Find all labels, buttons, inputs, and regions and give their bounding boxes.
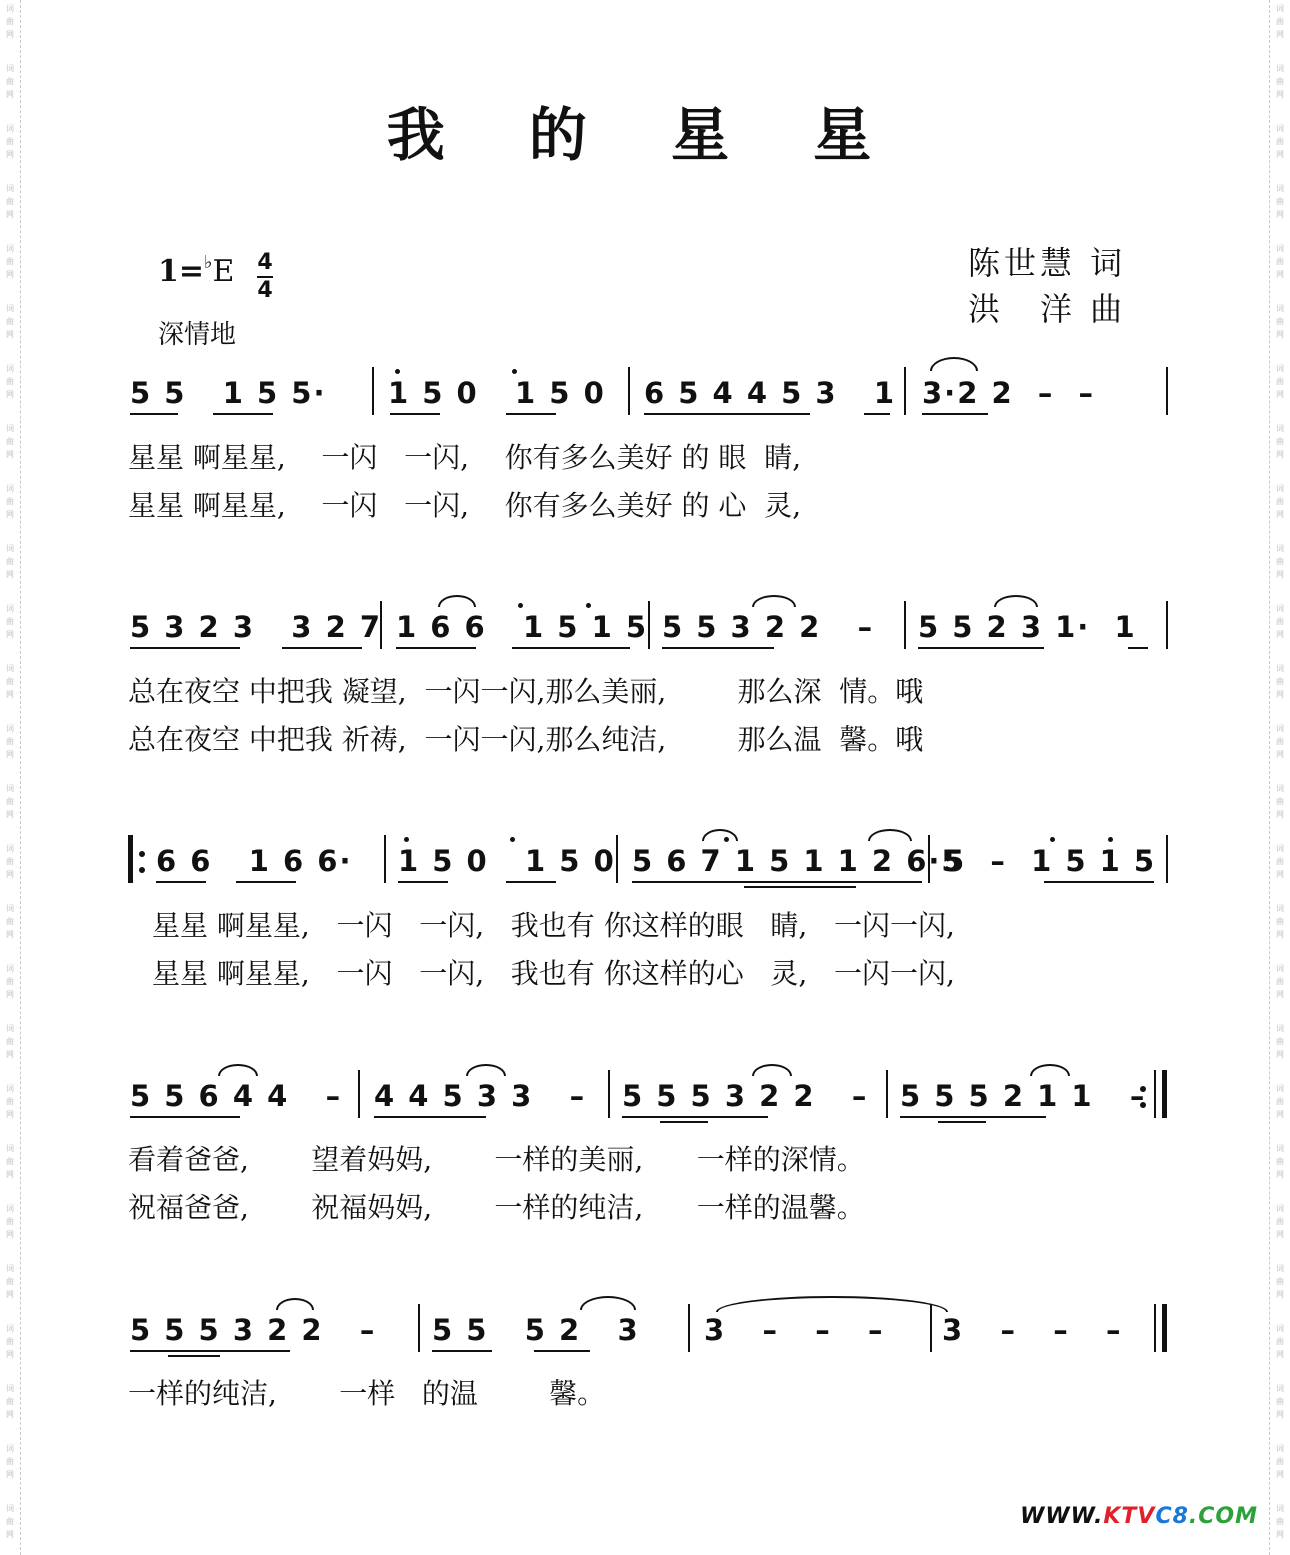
measure: 6 5 4 4 5 3 1 xyxy=(644,376,897,410)
measure: 5 3 2 3 3 2 7 xyxy=(130,610,383,644)
side-watermark-glyph: 网 xyxy=(1276,750,1284,759)
side-watermark-glyph: 网 xyxy=(1276,270,1284,279)
side-watermark-glyph: 曲 xyxy=(1276,137,1284,146)
side-watermark-glyph: 词 xyxy=(6,784,14,793)
side-watermark-glyph: 网 xyxy=(1276,90,1284,99)
measure: 5 6 7 1 5 1 1 2 6·5 xyxy=(632,844,964,878)
side-watermark-glyph: 曲 xyxy=(1276,77,1284,86)
side-watermark-glyph: 曲 xyxy=(6,1397,14,1406)
lyric-line-4a: 看着爸爸, 望着妈妈, 一样的美丽, 一样的深情。 xyxy=(128,1143,865,1176)
side-watermark-glyph: 网 xyxy=(1276,630,1284,639)
side-watermark-glyph: 词 xyxy=(1276,1204,1284,1213)
side-watermark-glyph: 曲 xyxy=(6,317,14,326)
side-watermark-glyph: 词 xyxy=(1276,424,1284,433)
lyric-line-3b: 星星 啊星星, 一闪 一闪, 我也有 你这样的心 灵, 一闪一闪, xyxy=(152,957,955,990)
side-watermark-glyph: 网 xyxy=(1276,1110,1284,1119)
side-watermark-glyph: 词 xyxy=(6,1444,14,1453)
side-watermark-glyph: 网 xyxy=(6,510,14,519)
side-watermark-glyph: 网 xyxy=(6,30,14,39)
side-watermark-glyph: 网 xyxy=(1276,1410,1284,1419)
measure: 3·2 2 – – xyxy=(922,376,1096,410)
side-watermark-glyph: 网 xyxy=(6,270,14,279)
side-watermark-glyph: 曲 xyxy=(1276,1217,1284,1226)
side-watermark-glyph: 词 xyxy=(1276,304,1284,313)
side-watermark-glyph: 网 xyxy=(1276,150,1284,159)
side-watermark-glyph: 曲 xyxy=(1276,797,1284,806)
side-watermark-glyph: 词 xyxy=(1276,1324,1284,1333)
lyricist-credit: 陈世慧 词 xyxy=(968,244,1127,282)
side-watermark-glyph: 曲 xyxy=(1276,557,1284,566)
side-watermark-glyph: 网 xyxy=(6,750,14,759)
side-watermark-glyph: 词 xyxy=(1276,4,1284,13)
side-watermark-glyph: 网 xyxy=(1276,870,1284,879)
side-watermark-glyph: 曲 xyxy=(1276,1097,1284,1106)
side-watermark-glyph: 词 xyxy=(6,844,14,853)
side-watermark-glyph: 词 xyxy=(6,64,14,73)
side-watermark-glyph: 词 xyxy=(1276,364,1284,373)
measure: 3 – – – xyxy=(942,1313,1123,1347)
measure: 5 5 5 3 2 2 – xyxy=(130,1313,377,1347)
measure: 5 5 6 4 4 – xyxy=(130,1079,343,1113)
side-watermark-glyph: 曲 xyxy=(6,737,14,746)
side-watermark-glyph: 曲 xyxy=(1276,17,1284,26)
lyric-line-5a: 一样的纯洁, 一样 的温 馨。 xyxy=(128,1377,606,1410)
side-watermark-glyph: 词 xyxy=(6,1504,14,1513)
score-line-1 xyxy=(0,373,1290,417)
side-watermark-glyph: 词 xyxy=(1276,1444,1284,1453)
side-watermark-glyph: 曲 xyxy=(6,557,14,566)
measure: 5 5 5 2 1 1 – xyxy=(900,1079,1147,1113)
side-watermark-glyph: 网 xyxy=(6,990,14,999)
side-watermark-glyph: 词 xyxy=(1276,1504,1284,1513)
side-watermark-glyph: 词 xyxy=(6,1324,14,1333)
side-watermark-glyph: 曲 xyxy=(1276,617,1284,626)
side-watermark-glyph: 网 xyxy=(6,330,14,339)
side-watermark-glyph: 词 xyxy=(6,1264,14,1273)
side-watermark-glyph: 网 xyxy=(6,570,14,579)
measure: 3 – – – xyxy=(704,1313,885,1347)
side-watermark-glyph: 曲 xyxy=(6,977,14,986)
side-watermark-glyph: 词 xyxy=(1276,484,1284,493)
side-watermark-glyph: 网 xyxy=(6,1470,14,1479)
composer-credit: 洪 洋 曲 xyxy=(968,290,1127,328)
side-watermark-glyph: 曲 xyxy=(1276,857,1284,866)
side-watermark-glyph: 曲 xyxy=(1276,497,1284,506)
side-watermark-glyph: 网 xyxy=(1276,810,1284,819)
score-line-5 xyxy=(0,1310,1290,1354)
side-watermark-glyph: 曲 xyxy=(6,257,14,266)
side-watermark-glyph: 曲 xyxy=(6,917,14,926)
side-watermark-glyph: 曲 xyxy=(6,617,14,626)
side-watermark-glyph: 词 xyxy=(1276,544,1284,553)
side-watermark-glyph: 曲 xyxy=(1276,1157,1284,1166)
side-watermark-glyph: 曲 xyxy=(6,1157,14,1166)
measure: 1 5 0 1 5 0 xyxy=(388,376,606,410)
side-watermark-glyph: 曲 xyxy=(6,797,14,806)
side-watermark-glyph: 曲 xyxy=(6,1457,14,1466)
side-watermark-glyph: 曲 xyxy=(6,1277,14,1286)
side-watermark-glyph: 曲 xyxy=(6,1097,14,1106)
measure: 1 5 0 1 5 0 xyxy=(398,844,616,878)
side-watermark-glyph: 词 xyxy=(1276,1084,1284,1093)
side-watermark-glyph: 网 xyxy=(1276,390,1284,399)
side-watermark-glyph: 词 xyxy=(1276,964,1284,973)
side-watermark-glyph: 网 xyxy=(1276,690,1284,699)
side-watermark-glyph: 曲 xyxy=(1276,1337,1284,1346)
site-watermark: WWW.KTVC8.COM xyxy=(1020,1504,1258,1529)
side-watermark-glyph: 网 xyxy=(1276,930,1284,939)
side-watermark-glyph: 网 xyxy=(1276,1470,1284,1479)
side-watermark-glyph: 网 xyxy=(6,90,14,99)
side-watermark-glyph: 曲 xyxy=(1276,1517,1284,1526)
side-watermark-glyph: 曲 xyxy=(6,1337,14,1346)
score-line-2 xyxy=(0,607,1290,651)
side-watermark-glyph: 曲 xyxy=(6,677,14,686)
lyric-line-2a: 总在夜空 中把我 凝望, 一闪一闪,那么美丽, 那么深 情。哦 xyxy=(128,675,924,708)
side-watermark-glyph: 曲 xyxy=(1276,197,1284,206)
side-watermark-glyph: 词 xyxy=(6,124,14,133)
side-watermark-glyph: 词 xyxy=(6,304,14,313)
measure: 1 6 6 1 5 1 5 xyxy=(396,610,649,644)
side-watermark-glyph: 网 xyxy=(6,1350,14,1359)
side-watermark-glyph: 曲 xyxy=(1276,977,1284,986)
side-watermark-glyph: 词 xyxy=(6,484,14,493)
side-watermark-glyph: 词 xyxy=(1276,664,1284,673)
side-watermark-glyph: 曲 xyxy=(1276,437,1284,446)
side-watermark-glyph: 网 xyxy=(1276,1050,1284,1059)
side-watermark-glyph: 网 xyxy=(6,870,14,879)
side-watermark-glyph: 词 xyxy=(1276,724,1284,733)
side-watermark-glyph: 曲 xyxy=(6,437,14,446)
side-watermark-glyph: 词 xyxy=(1276,124,1284,133)
side-watermark-glyph: 网 xyxy=(6,630,14,639)
side-watermark-glyph: 网 xyxy=(1276,30,1284,39)
side-watermark-glyph: 网 xyxy=(1276,1290,1284,1299)
side-watermark-glyph: 网 xyxy=(6,1290,14,1299)
side-watermark-glyph: 曲 xyxy=(6,77,14,86)
lyric-line-1a: 星星 啊星星, 一闪 一闪, 你有多么美好 的 眼 睛, xyxy=(128,441,802,474)
side-watermark-glyph: 曲 xyxy=(1276,917,1284,926)
side-watermark-glyph: 曲 xyxy=(6,1217,14,1226)
measure: 4 4 5 3 3 – xyxy=(374,1079,587,1113)
side-watermark-glyph: 曲 xyxy=(6,17,14,26)
side-watermark-glyph: 曲 xyxy=(1276,677,1284,686)
side-watermark-glyph: 曲 xyxy=(1276,1397,1284,1406)
side-watermark-glyph: 词 xyxy=(6,244,14,253)
side-watermark-glyph: 词 xyxy=(1276,604,1284,613)
side-watermark-glyph: 词 xyxy=(6,184,14,193)
side-watermark-glyph: 网 xyxy=(6,210,14,219)
side-watermark-glyph: 网 xyxy=(6,810,14,819)
side-watermark-glyph: 网 xyxy=(1276,330,1284,339)
side-watermark-glyph: 曲 xyxy=(1276,1277,1284,1286)
side-watermark-glyph: 曲 xyxy=(6,137,14,146)
side-watermark-glyph: 网 xyxy=(1276,990,1284,999)
side-watermark-glyph: 网 xyxy=(1276,1230,1284,1239)
side-watermark-glyph: 词 xyxy=(6,1024,14,1033)
song-title: 我 的 星 星 xyxy=(386,101,904,169)
side-watermark-glyph: 词 xyxy=(6,664,14,673)
side-watermark-glyph: 词 xyxy=(6,544,14,553)
side-watermark-glyph: 网 xyxy=(6,150,14,159)
side-watermark-glyph: 曲 xyxy=(6,857,14,866)
lyric-line-4b: 祝福爸爸, 祝福妈妈, 一样的纯洁, 一样的温馨。 xyxy=(128,1191,865,1224)
side-watermark-glyph: 曲 xyxy=(1276,257,1284,266)
measure: 5 5 2 3 1· 1 xyxy=(918,610,1137,644)
side-watermark-glyph: 词 xyxy=(6,724,14,733)
measure: 5 5 5 3 2 2 – xyxy=(622,1079,869,1113)
side-watermark-glyph: 曲 xyxy=(1276,737,1284,746)
side-watermark-glyph: 词 xyxy=(6,904,14,913)
tempo-marking: 深情地 xyxy=(158,320,237,350)
side-watermark-glyph: 词 xyxy=(1276,844,1284,853)
side-watermark-glyph: 词 xyxy=(1276,1144,1284,1153)
side-watermark-glyph: 词 xyxy=(6,1204,14,1213)
side-watermark-glyph: 曲 xyxy=(1276,317,1284,326)
side-watermark-glyph: 网 xyxy=(6,930,14,939)
side-watermark-glyph: 网 xyxy=(1276,1170,1284,1179)
side-watermark-glyph: 词 xyxy=(6,604,14,613)
credits xyxy=(968,240,1126,332)
lyric-line-2b: 总在夜空 中把我 祈祷, 一闪一闪,那么纯洁, 那么温 馨。哦 xyxy=(128,723,924,756)
side-watermark-glyph: 网 xyxy=(1276,510,1284,519)
side-watermark-glyph: 词 xyxy=(1276,1264,1284,1273)
side-watermark-glyph: 曲 xyxy=(6,1517,14,1526)
score-line-4 xyxy=(0,1076,1290,1120)
lyric-line-3a: 星星 啊星星, 一闪 一闪, 我也有 你这样的眼 睛, 一闪一闪, xyxy=(152,909,955,942)
side-watermark-glyph: 词 xyxy=(1276,904,1284,913)
lyric-line-1b: 星星 啊星星, 一闪 一闪, 你有多么美好 的 心 灵, xyxy=(128,489,802,522)
side-watermark-glyph: 网 xyxy=(6,1050,14,1059)
side-watermark-glyph: 网 xyxy=(6,1230,14,1239)
side-watermark-glyph: 曲 xyxy=(1276,1457,1284,1466)
time-signature: 4 4 xyxy=(257,250,273,303)
side-watermark-glyph: 网 xyxy=(1276,1350,1284,1359)
side-watermark-glyph: 词 xyxy=(1276,1384,1284,1393)
side-watermark-glyph: 网 xyxy=(6,1530,14,1539)
side-watermark-glyph: 词 xyxy=(1276,64,1284,73)
side-watermark-glyph: 曲 xyxy=(6,197,14,206)
side-watermark-glyph: 曲 xyxy=(6,1037,14,1046)
side-watermark-glyph: 词 xyxy=(6,364,14,373)
measure: 6 6 1 6 6· xyxy=(156,844,353,878)
key-signature: 1=♭E xyxy=(158,252,235,289)
side-watermark-glyph: 网 xyxy=(1276,570,1284,579)
side-watermark-glyph: 词 xyxy=(1276,784,1284,793)
score-line-3 xyxy=(0,841,1290,885)
side-watermark-glyph: 网 xyxy=(1276,210,1284,219)
side-watermark-glyph: 曲 xyxy=(1276,1037,1284,1046)
side-watermark-glyph: 网 xyxy=(1276,450,1284,459)
side-watermark-glyph: 网 xyxy=(1276,1530,1284,1539)
side-watermark-glyph: 网 xyxy=(6,1110,14,1119)
side-watermark-glyph: 曲 xyxy=(1276,377,1284,386)
side-watermark-glyph: 词 xyxy=(1276,1024,1284,1033)
side-watermark-glyph: 曲 xyxy=(6,497,14,506)
measure: 5 5 5 2 3 xyxy=(432,1313,640,1347)
side-watermark-glyph: 网 xyxy=(6,690,14,699)
side-watermark-glyph: 词 xyxy=(6,4,14,13)
side-watermark-glyph: 词 xyxy=(6,1384,14,1393)
measure: 5 5 1 5 5· xyxy=(130,376,327,410)
side-watermark-glyph: 曲 xyxy=(6,377,14,386)
side-watermark-glyph: 词 xyxy=(6,424,14,433)
measure: 5 – 1 5 1 5 xyxy=(944,844,1157,878)
side-watermark-glyph: 词 xyxy=(6,1084,14,1093)
side-watermark-glyph: 网 xyxy=(6,1170,14,1179)
measure: 5 5 3 2 2 – xyxy=(662,610,875,644)
side-watermark-glyph: 词 xyxy=(6,964,14,973)
side-watermark-glyph: 词 xyxy=(6,1144,14,1153)
side-watermark-glyph: 网 xyxy=(6,450,14,459)
side-watermark-glyph: 网 xyxy=(6,390,14,399)
side-watermark-glyph: 词 xyxy=(1276,184,1284,193)
side-watermark-glyph: 词 xyxy=(1276,244,1284,253)
side-watermark-glyph: 网 xyxy=(6,1410,14,1419)
